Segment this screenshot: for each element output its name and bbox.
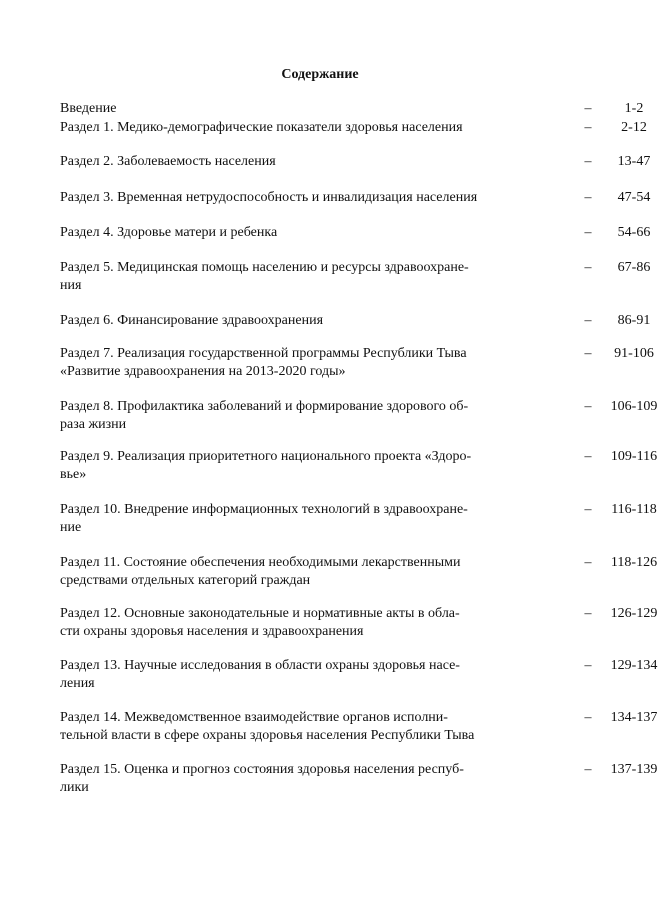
toc-entry-pages: 116-118 (611, 502, 657, 517)
toc-entry-title (60, 398, 508, 434)
toc-entry-dash: – (584, 658, 592, 673)
toc-entry-dash: – (584, 399, 592, 414)
toc-entry-title (60, 554, 508, 590)
toc-entry-title-line: Раздел 1. Медико-демографические показатели здоровья населения (60, 120, 463, 135)
toc-entry-title (60, 709, 508, 745)
toc-entry-title-line: вье» (60, 467, 87, 482)
toc-entry-dash: – (584, 710, 592, 725)
toc-entry-title (60, 448, 508, 484)
toc-entry-pages: 129-134 (610, 658, 658, 673)
toc-entry-pages: 91-106 (614, 346, 654, 361)
toc-entry-title-line: ния (60, 278, 82, 293)
toc-entry-title-line: раза жизни (60, 417, 127, 432)
toc-entry-dash: – (584, 555, 592, 570)
toc-entry-dash: – (584, 762, 592, 777)
toc-entry-title-line: Раздел 13. Научные исследования в области охраны здоровья насе- (60, 658, 460, 673)
toc-entry-title-line: Раздел 4. Здоровье матери и ребенка (60, 225, 278, 240)
toc-entry-title (60, 501, 508, 537)
toc-entry-pages: 118-126 (610, 555, 658, 570)
toc-entry-dash: – (584, 502, 592, 517)
toc-entry-title (60, 119, 508, 137)
toc-entry-pages: 47-54 (617, 190, 651, 205)
toc-entry-title-line: Раздел 15. Оценка и прогноз состояния здоровья населения респуб- (60, 762, 464, 777)
toc-entry-dash: – (584, 225, 592, 240)
toc-entry-title-line: Раздел 8. Профилактика заболеваний и формирование здорового об- (60, 399, 469, 414)
toc-entry-title-line: Раздел 7. Реализация государственной программы Республики Тыва (60, 346, 467, 361)
toc-entry-title-line: сти охраны здоровья населения и здравоохранения (60, 624, 364, 639)
toc-entry-dash: – (584, 154, 592, 169)
toc-entry-pages: 86-91 (617, 313, 651, 328)
toc-entry-pages: 67-86 (617, 260, 651, 275)
toc-entry-dash: – (584, 190, 592, 205)
page-title: Содержание (281, 67, 359, 82)
toc-entry-title (60, 153, 508, 171)
toc-entry-title-line: лики (60, 780, 89, 795)
toc-entry-title-line: ления (60, 676, 95, 691)
toc-entry-title-line: Раздел 11. Состояние обеспечения необходимыми лекарственными (60, 555, 461, 570)
toc-entry-pages: 106-109 (610, 399, 658, 414)
toc-entry-pages: 109-116 (610, 449, 658, 464)
toc-entry-title (60, 224, 508, 242)
toc-entry-dash: – (584, 346, 592, 361)
toc-entry-dash: – (584, 260, 592, 275)
toc-entry-title (60, 189, 508, 207)
toc-entry-pages: 2-12 (621, 120, 647, 135)
toc-entry-title-line: Раздел 3. Временная нетрудоспособность и инвалидизация населения (60, 190, 478, 205)
toc-entry-pages: 137-139 (610, 762, 658, 777)
toc-entry-title (60, 345, 508, 381)
toc-entry-title-line: Раздел 9. Реализация приоритетного национального проекта «Здоро- (60, 449, 472, 464)
toc-entry-pages: 134-137 (610, 710, 658, 725)
toc-entry-dash: – (584, 101, 592, 116)
toc-entry-title-line: Раздел 10. Внедрение информационных технологий в здравоохране- (60, 502, 468, 517)
toc-entry-title-line: Раздел 12. Основные законодательные и нормативные акты в обла- (60, 606, 460, 621)
toc-entry-dash: – (584, 606, 592, 621)
toc-entry-title (60, 657, 508, 693)
toc-entry-dash: – (584, 449, 592, 464)
toc-entry-title (60, 761, 508, 797)
toc-entry-dash: – (584, 120, 592, 135)
toc-entry-title (60, 605, 508, 641)
toc-entry-title-line: Раздел 2. Заболеваемость населения (60, 154, 276, 169)
toc-entry-pages: 54-66 (617, 225, 651, 240)
toc-entry-title-line: средствами отдельных категорий граждан (60, 573, 311, 588)
toc-entry-title-line: ние (60, 520, 82, 535)
toc-entry-title-line: тельной власти в сфере охраны здоровья населения Республики Тыва (60, 728, 475, 743)
toc-entry-pages: 13-47 (617, 154, 651, 169)
toc-entry-title-line: Раздел 6. Финансирование здравоохранения (60, 313, 324, 328)
toc-entry-title-line: «Развитие здравоохранения на 2013-2020 годы» (60, 364, 346, 379)
toc-entry-title (60, 100, 508, 118)
toc-entry-title-line: Введение (60, 101, 117, 116)
toc-entry-title (60, 259, 508, 295)
toc-entry-dash: – (584, 313, 592, 328)
toc-entry-pages: 126-129 (610, 606, 658, 621)
toc-entry-title-line: Раздел 14. Межведомственное взаимодействие органов исполни- (60, 710, 448, 725)
toc-entry-title (60, 312, 508, 330)
toc-entry-pages: 1-2 (624, 101, 644, 116)
toc-entry-title-line: Раздел 5. Медицинская помощь населению и ресурсы здравоохране- (60, 260, 469, 275)
